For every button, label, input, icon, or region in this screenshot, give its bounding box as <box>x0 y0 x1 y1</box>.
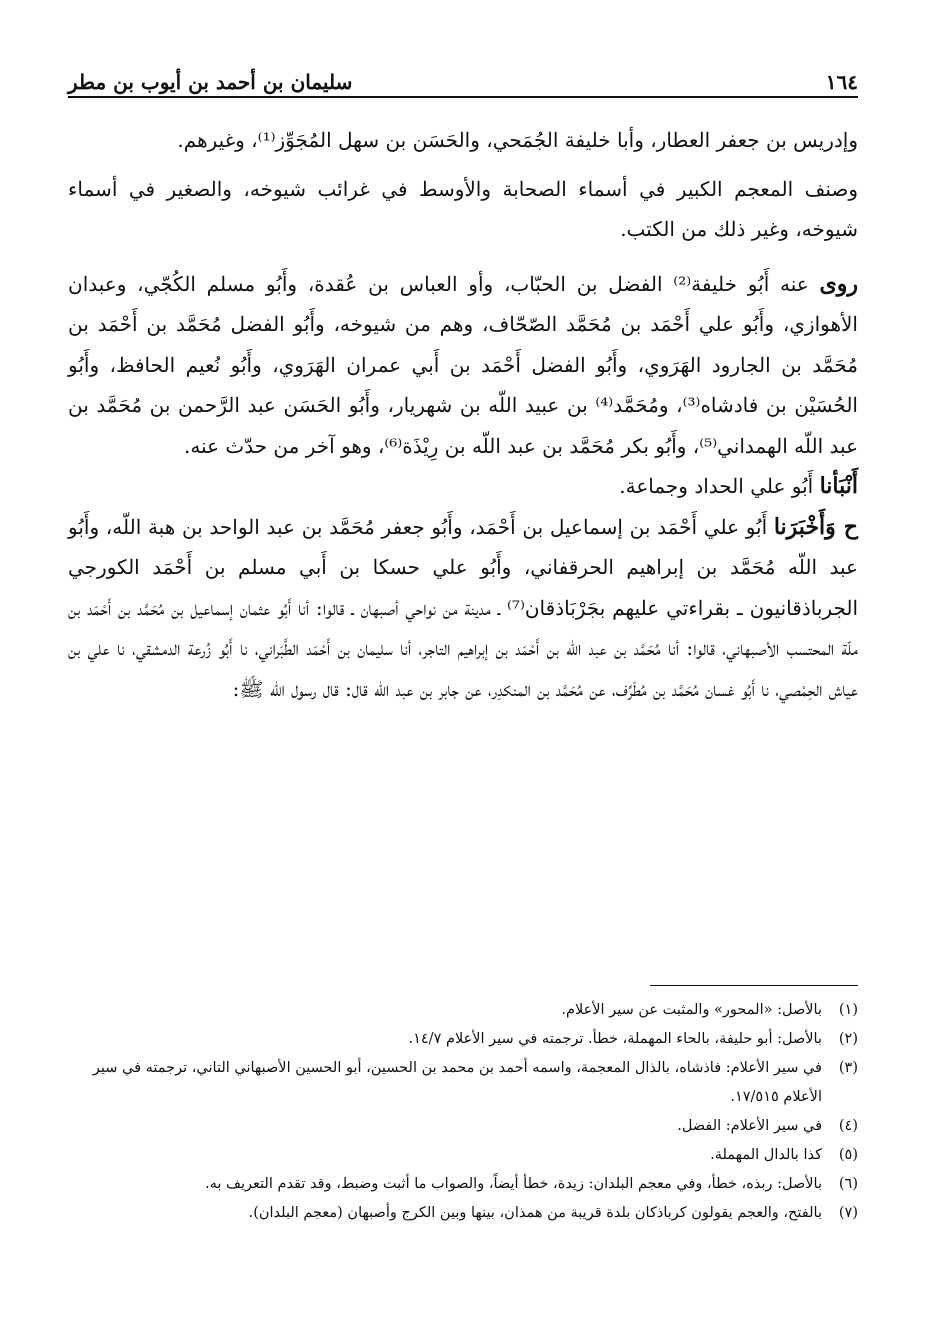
paragraph-1: وإدريس بن جعفر العطار، وأبا خليفة الجُمَحي، والحَسَن بن سهل المُجَوِّز⁽¹⁾، وغيرهم. <box>177 128 858 152</box>
book-page <box>68 0 858 1338</box>
footnote-number: (٤) <box>838 1118 858 1134</box>
footnote-number: (٧) <box>838 1205 858 1221</box>
footnote-text: في سير الأعلام: الفضل. <box>677 1118 822 1134</box>
paragraph-5-text: أَبُو علي أَحْمَد بن إسماعيل بن أَحْمَد، وأَبُو جعفر مُحَمَّد بن عبد الواحد بن هبة اللّه، وأَبُو عبد اللّه مُحَمَّد بن إبراهيم الحرقفاني، وأَبُو علي حسكا بن أَبي مسلم بن أَحْمَد الكورجي الجرباذقانيون ـ بقراءتي عليهم بجَرْبَاذقان⁽⁷⁾ ـ مدينة من نواحي أصبهان ـ قالوا: أنا أَبُو عثمان إسماعيل بن مُحَمَّد بن أَحْمَد بن ملّة المحتسب الأصبهاني، قالوا: أنا مُحَمَّد بن عبد اللّه بن أَحْمَد بن إبراهيم التاجر، أنا سليمان بن أَحْمَد الطَّبَراني، نا أَبُو زُرعة الدمشقي، نا علي بن عياش الحِمْصي، نا أَبُو غسان مُحَمَّد بن مُطَرِّف، عن مُحَمَّد بن المنكدِر، عن جابر بن عبد اللّه قال: قال رسول اللّه ﷺ: <box>68 514 859 701</box>
footnote-number: (٣) <box>838 1060 858 1076</box>
paragraph-5-lead: ح وَأَخْبَرَنا <box>773 513 858 540</box>
footnote-text: بالأصل: ربذه، خطأ، وفي معجم البلدان: زيدة، خطأ أيضاً، والصواب ما أثبت وضبط، وقد تقدم التعريف به. <box>204 1176 822 1192</box>
footnote-7 <box>68 1199 858 1228</box>
footnote-number: (٥) <box>838 1147 858 1163</box>
footnote-4 <box>68 1112 858 1141</box>
footnote-3 <box>68 1054 858 1112</box>
paragraph-5 <box>68 507 858 710</box>
paragraph-4-lead: أَنْبَأنا <box>819 473 858 499</box>
footnote-text: بالأصل: «المحور» والمثبت عن سير الأعلام. <box>561 1002 822 1018</box>
page-header <box>68 58 858 94</box>
footnote-rule <box>650 985 858 986</box>
footnote-number: (١) <box>838 1002 858 1018</box>
footnotes <box>68 996 858 1228</box>
footnote-6 <box>68 1170 858 1199</box>
footnote-2 <box>68 1025 858 1054</box>
footnote-text: كذا بالدال المهملة. <box>710 1147 822 1163</box>
header-rule <box>68 96 858 98</box>
paragraph-4-text: أَبُو علي الحداد وجماعة. <box>619 474 820 498</box>
footnote-text: في سير الأعلام: فاذشاه، بالذال المعجمة، واسمه أحمد بن محمد بن الحسين، أبو الحسين الأصبهاني التاني، ترجمته في سير الأعلام ١٧/٥١٥. <box>92 1060 822 1105</box>
footnote-number: (٢) <box>838 1031 858 1047</box>
paragraph-4 <box>68 466 858 507</box>
paragraph-3-text: عنه أَبُو خليفة⁽²⁾ الفضل بن الحبّاب، وأو العباس بن عُقدة، وأَبُو مسلم الكُجّي، وعبدان الأهوازي، وأَبُو علي أَحْمَد بن مُحَمَّد الصّحّاف، وهم من شيوخه، وأَبُو الفضل مُحَمَّد بن أَحْمَد بن مُحَمَّد بن الجارود الهَرَوي، وأَبُو الفضل أَحْمَد بن أَبي عمران الهَرَوي، وأَبُو نُعيم الحافظ، وأَبُو الحُسَيْن بن فادشاه⁽³⁾، ومُحَمَّد⁽⁴⁾ بن عبيد اللّه بن شهريار، وأَبُو الحَسَن عبد الرَّحمن بن مُحَمَّد بن عبد اللّه الهمداني⁽⁵⁾، وأَبُو بكر مُحَمَّد بن عبد اللّه بن رِيْذَة⁽⁶⁾، وهو آخر من حدّث عنه. <box>68 271 858 458</box>
paragraph-3 <box>68 264 858 467</box>
footnote-number: (٦) <box>838 1176 858 1192</box>
footnote-1 <box>68 996 858 1025</box>
footnote-text: بالفتح، والعجم يقولون كرباذكان بلدة قريبة من همذان، بينها وبين الكرج وأصبهان (معجم البلدان). <box>248 1205 822 1221</box>
main-text <box>68 120 858 709</box>
paragraph-2: وصنف المعجم الكبير في أسماء الصحابة والأوسط في غرائب شيوخه، والصغير في أسماء شيوخه، وغير ذلك من الكتب. <box>68 176 858 241</box>
page-number: ١٦٤ <box>825 70 858 94</box>
paragraph-3-lead: روى <box>819 270 858 297</box>
footnote-text: بالأصل: أبو حليفة، بالحاء المهملة، خطأ. ترجمته في سير الأعلام ١٤/٧. <box>408 1031 822 1047</box>
footnote-5 <box>68 1141 858 1170</box>
running-title: سليمان بن أحمد بن أيوب بن مطر <box>68 70 353 94</box>
